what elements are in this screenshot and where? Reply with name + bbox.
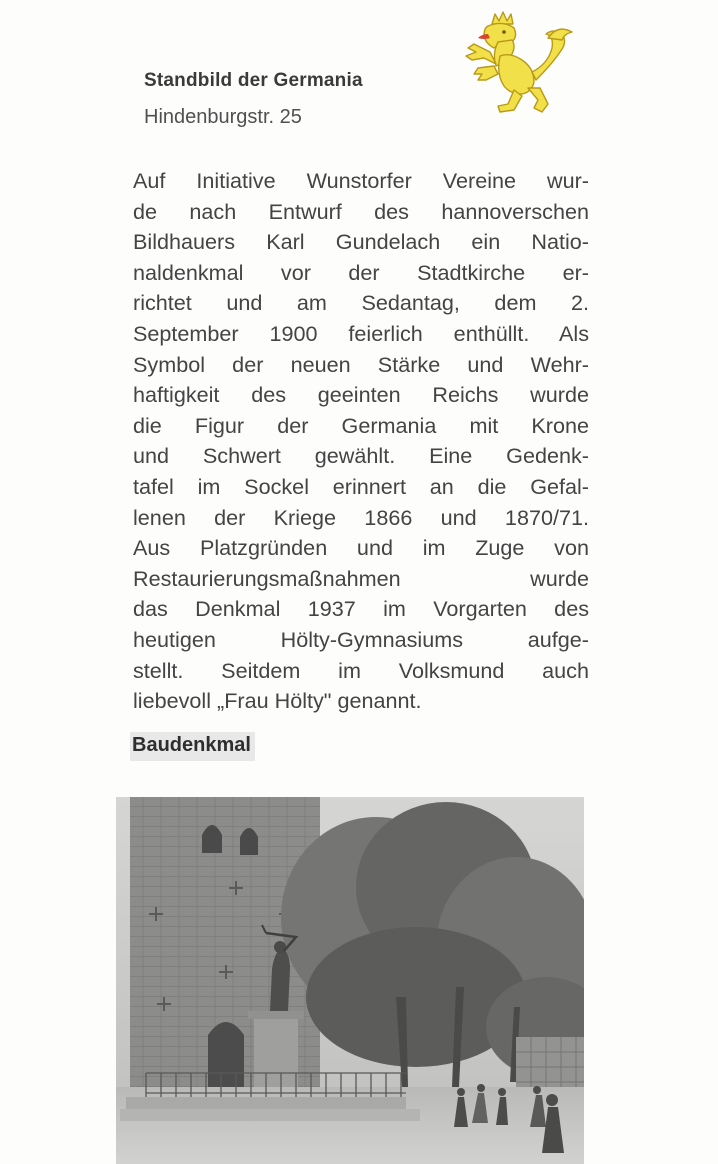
text-line: Aus Platzgründen und im Zuge von [133,535,589,561]
monument-title: Standbild der Germania [144,70,363,91]
historic-photo [116,797,584,1164]
text-line: Auf Initiative Wunstorfer Vereine wur- [133,168,589,193]
monument-address: Hindenburgstr. 25 [144,106,302,128]
category-label: Baudenkmal [130,732,255,761]
text-line: de nach Entwurf des hannoverschen [133,198,589,224]
text-line: und Schwert gewählt. Eine Gedenk- [133,443,589,469]
text-line: Symbol der neuen Stärke und Wehr- [133,351,589,377]
text-line: lenen der Kriege 1866 und 1870/71. [133,504,589,530]
text-line: liebevoll „Frau Hölty" genannt. [133,688,422,714]
text-line: stellt. Seitdem im Volksmund auch [133,657,589,683]
text-line: richtet und am Sedantag, dem 2. [133,290,589,316]
text-line: tafel im Sockel erinnert an die Gefal- [133,473,589,499]
text-line: naldenkmal vor der Stadtkirche er- [133,259,589,285]
text-line: heutigen Hölty-Gymnasiums aufge- [133,626,589,652]
description-text [133,166,589,717]
lion-rampant-icon [448,8,582,116]
text-line: Bildhauers Karl Gundelach ein Natio- [133,229,589,255]
text-line: haftigkeit des geeinten Reichs wurde [133,382,589,408]
text-line: September 1900 feierlich enthüllt. Als [133,320,589,346]
text-line: Restaurierungsmaßnahmen wurde [133,565,589,591]
text-line: die Figur der Germania mit Krone [133,412,589,438]
text-line: das Denkmal 1937 im Vorgarten des [133,596,589,622]
